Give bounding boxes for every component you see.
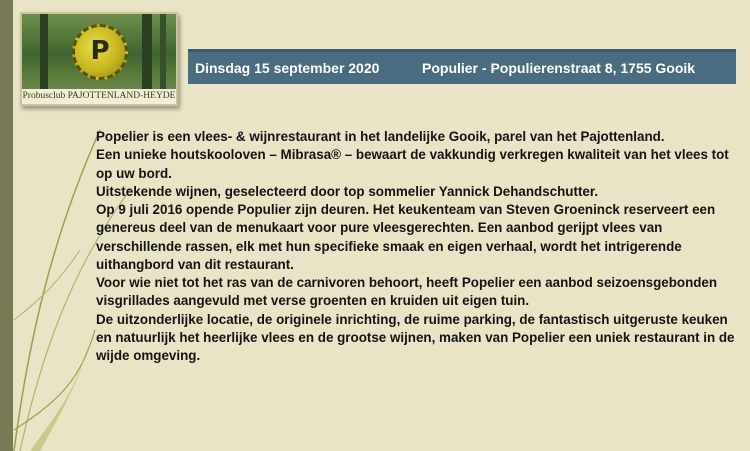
event-location: Populier - Populierenstraat 8, 1755 Gooik (422, 60, 696, 76)
description-text (96, 128, 736, 365)
paragraph: Een unieke houtskooloven – Mibrasa® – bewaart de vakkundig verkregen kwaliteit van het vlees tot op uw bord. (96, 147, 729, 181)
paragraph: Voor wie niet tot het ras van de carnivoren behoort, heeft Popelier een aanbod seizoensgebonden visgrillades aangevuld met verse groenten en kruiden uit eigen tuin. (96, 275, 718, 309)
logo-caption: Probusclub PAJOTTENLAND-HEYDE (22, 89, 176, 104)
emblem-letter: P (90, 36, 110, 66)
header-bar (188, 49, 736, 84)
forest-tree (40, 14, 48, 94)
event-date: Dinsdag 15 september 2020 (195, 60, 380, 76)
forest-tree (142, 14, 152, 94)
paragraph: Op 9 juli 2016 opende Populier zijn deuren. Het keukenteam van Steven Groeninck reserveert een genereus deel van de menukaart voor pure vleesgerechten. Een aanbod gerijpt vlees van verschillende rassen, elk met hun specifieke smaak en eigen verhaal, wordt het intrigerende uithangbord van dit restaurant. (96, 202, 716, 272)
probus-club-logo (20, 12, 178, 106)
paragraph: Uitstekende wijnen, geselecteerd door top sommelier Yannick Dehandschutter. (96, 183, 599, 199)
paragraph: Popelier is een vlees- & wijnrestaurant in het landelijke Gooik, parel van het Pajottenland. (96, 129, 665, 144)
paragraph: De uitzonderlijke locatie, de originele inrichting, de ruime parking, de fantastisch uitgeruste keuken en natuurlijk het heerlijke vlees en de grootse wijnen, maken van Popelier een uniek restaurant in de wijde omgeving. (96, 311, 735, 363)
probus-emblem-icon (72, 24, 128, 80)
forest-tree (160, 14, 166, 94)
